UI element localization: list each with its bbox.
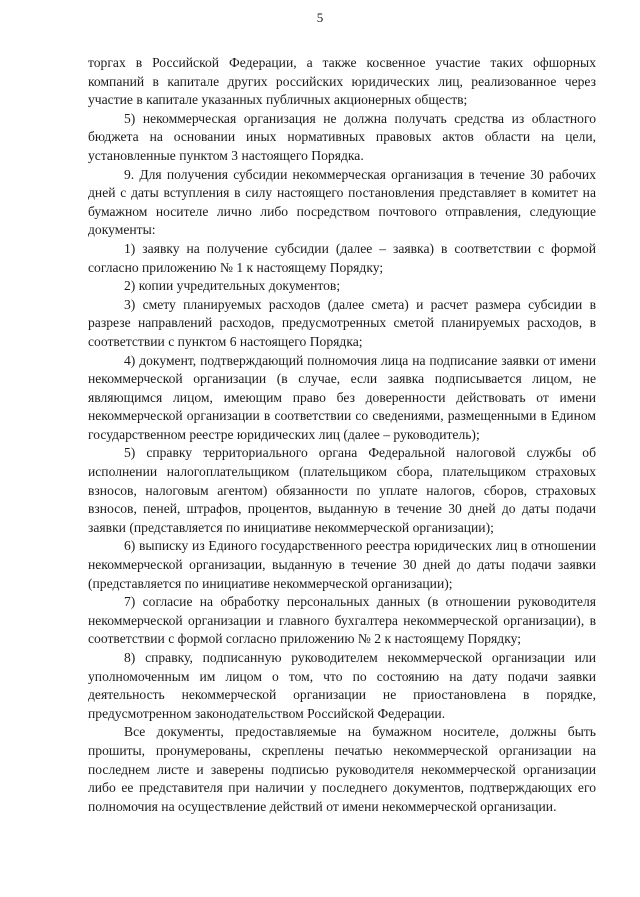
paragraph: торгах в Российской Федерации, а также косвенное участие таких офшорных компаний в капитале других российских юридических лиц, реализованное через участие в капитале указанных публичных акционерных обществ; [88, 55, 596, 108]
paragraph: 6) выписку из Единого государственного реестра юридических лиц в отношении некоммерческой организации, выданную в течение 30 дней до даты подачи заявки (представляется по инициативе некоммерческой организации); [88, 538, 596, 591]
page-number: 5 [316, 10, 324, 25]
paragraph: 7) согласие на обработку персональных данных (в отношении руководителя некоммерческой организации и главного бухгалтера некоммерческой организации), в соответствии с формой согласно приложению № 2 к настоящему Порядку; [88, 594, 596, 647]
paragraph: 1) заявку на получение субсидии (далее – заявка) в соответствии с формой согласно приложению № 1 к настоящему Порядку; [88, 240, 596, 275]
paragraph: 8) справку, подписанную руководителем некоммерческой организации или уполномоченным им лицом о том, что по состоянию на дату подачи заявки деятельность некоммерческой организации не приостановлена в порядке, предусмотренном законодательством Российской Федерации. [88, 650, 596, 721]
paragraph: 5) справку территориального органа Федеральной налоговой службы об исполнении налогоплательщиком (плательщиком сбора, плательщиком страховых взносов, налоговым агентом) обязанности по уплате налогов, сборов, страховых взносов, пеней, штрафов, процентов, выданную в течение 30 дней до даты подачи заявки (представляется по инициативе некоммерческой организации); [88, 445, 596, 535]
document-body [88, 54, 596, 816]
paragraph: 4) документ, подтверждающий полномочия лица на подписание заявки от имени некоммерческой организации (в случае, если заявка подписывается лицом, не являющимся лицом, имеющим право без доверенности действовать от имени некоммерческой организации в соответствии со сведениями, размещенными в Едином государственном реестре юридических лиц (далее – руководитель); [88, 352, 596, 442]
paragraph: 3) смету планируемых расходов (далее смета) и расчет размера субсидии в разрезе направлений расходов, предусмотренных сметой планируемых расходов, в соответствии с пунктом 6 настоящего Порядка; [88, 296, 596, 349]
paragraph: Все документы, предоставляемые на бумажном носителе, должны быть прошиты, пронумерованы, скреплены печатью некоммерческой организации на последнем листе и заверены подписью руководителя некоммерческой организации либо ее представителя при наличии у последнего документов, подтверждающих его полномочия на осуществление действий от имени некоммерческой организации. [88, 724, 596, 814]
paragraph: 9. Для получения субсидии некоммерческая организация в течение 30 рабочих дней с даты вступления в силу настоящего постановления представляет в комитет на бумажном носителе лично либо посредством почтового отправления, следующие документы: [88, 166, 596, 238]
paragraph: 5) некоммерческая организация не должна получать средства из областного бюджета на основании иных нормативных правовых актов области на цели, установленные пунктом 3 настоящего Порядка. [88, 110, 596, 163]
paragraph: 2) копии учредительных документов; [124, 278, 341, 294]
